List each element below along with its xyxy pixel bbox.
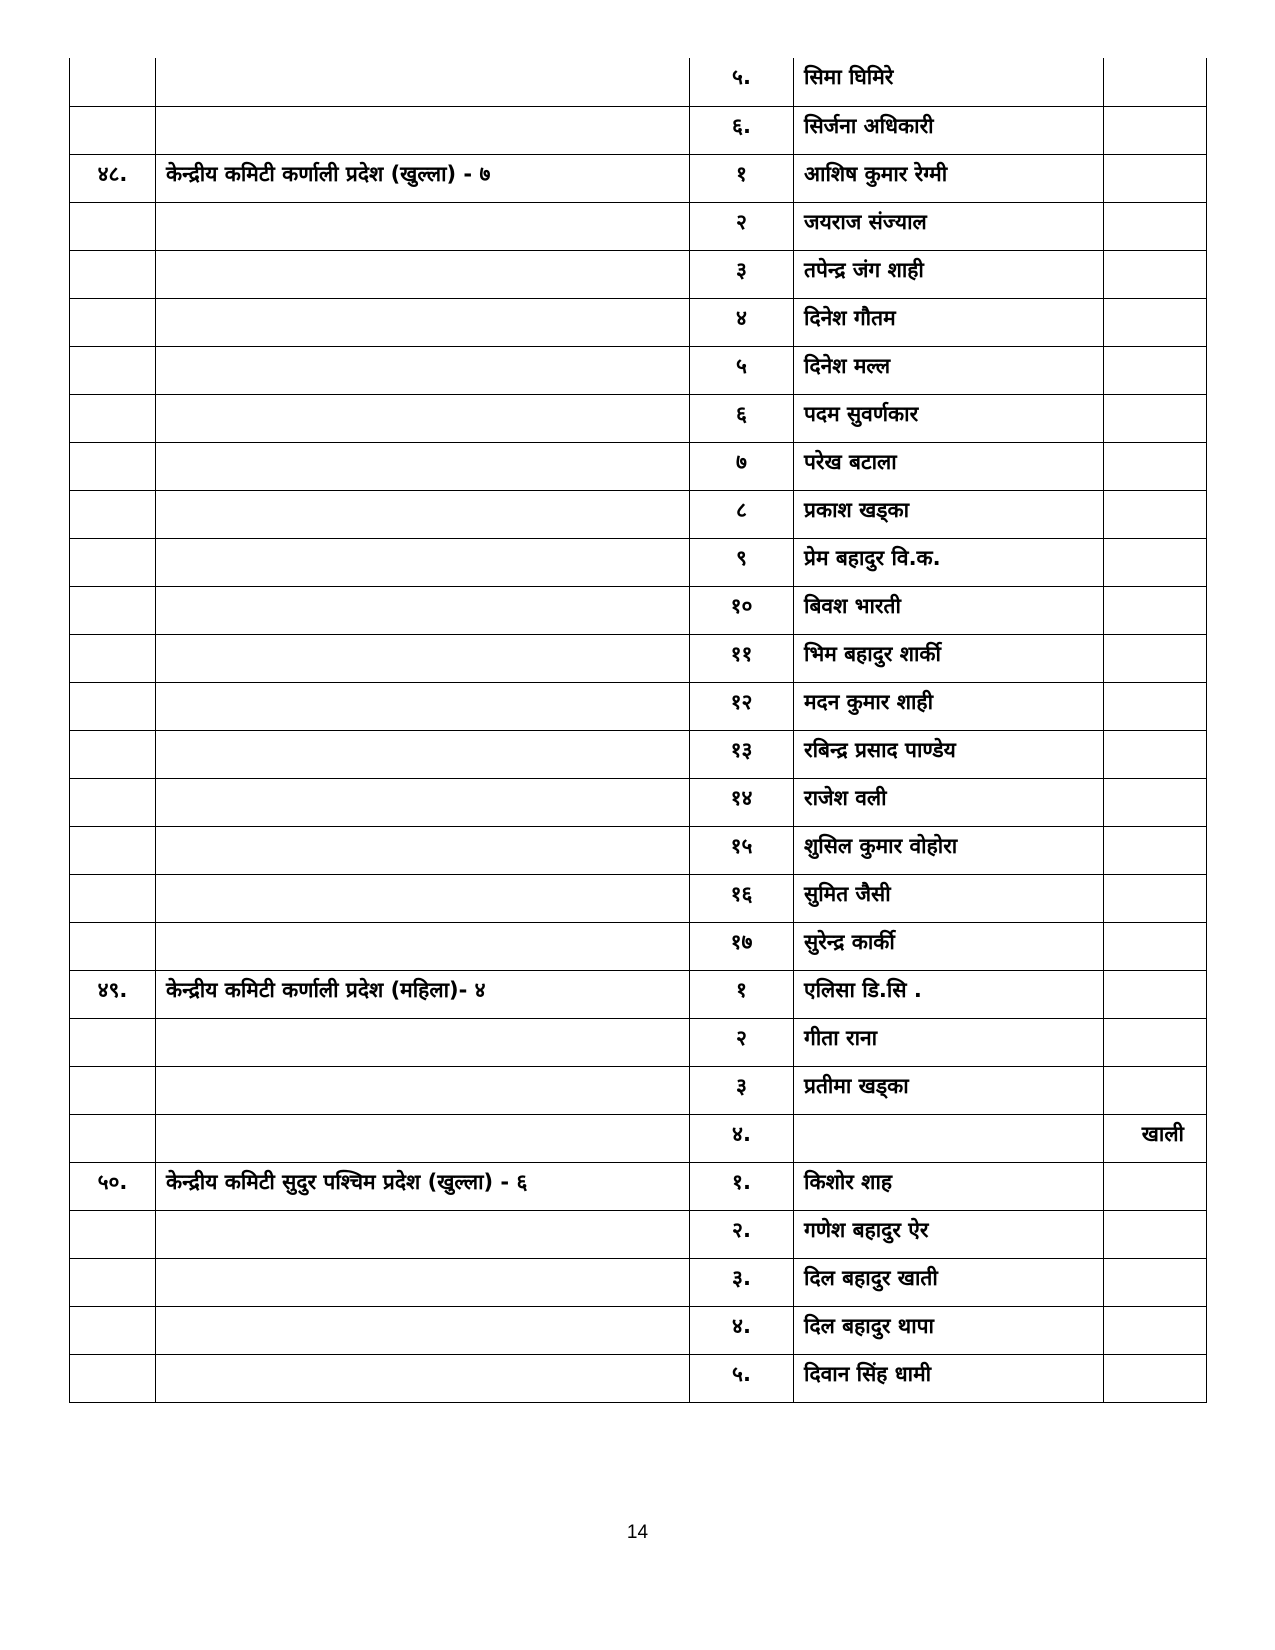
table-row xyxy=(70,250,1207,298)
serial-number-cell xyxy=(70,1066,156,1114)
remark-cell xyxy=(1104,442,1207,490)
candidate-name-cell: मदन कुमार शाही xyxy=(794,682,1104,730)
remark-cell xyxy=(1104,250,1207,298)
candidate-number-cell: ७ xyxy=(690,442,794,490)
candidate-number-cell: १७ xyxy=(690,922,794,970)
category-cell xyxy=(156,826,690,874)
category-cell xyxy=(156,106,690,154)
candidate-number-cell: १ xyxy=(690,970,794,1018)
table-row xyxy=(70,826,1207,874)
table-row xyxy=(70,1018,1207,1066)
remark-cell xyxy=(1104,106,1207,154)
table-row xyxy=(70,538,1207,586)
candidate-name-cell: शुसिल कुमार वोहोरा xyxy=(794,826,1104,874)
category-cell xyxy=(156,250,690,298)
candidate-name-cell: दिनेश मल्ल xyxy=(794,346,1104,394)
candidate-name-cell: एलिसा डि.सि . xyxy=(794,970,1104,1018)
candidate-number-cell: ८ xyxy=(690,490,794,538)
candidate-table-body xyxy=(70,58,1207,1402)
candidate-number-cell: ५ xyxy=(690,346,794,394)
candidate-number-cell: ३ xyxy=(690,1066,794,1114)
remark-cell xyxy=(1104,1354,1207,1402)
table-row xyxy=(70,1066,1207,1114)
category-cell xyxy=(156,202,690,250)
page-number: 14 xyxy=(626,1522,649,1543)
remark-cell: खाली xyxy=(1104,1114,1207,1162)
candidate-number-cell: १२ xyxy=(690,682,794,730)
candidate-name-cell: परेख बटाला xyxy=(794,442,1104,490)
table-row xyxy=(70,778,1207,826)
candidate-name-cell: दिल बहादुर थापा xyxy=(794,1306,1104,1354)
category-cell xyxy=(156,1306,690,1354)
remark-cell xyxy=(1104,1162,1207,1210)
remark-cell xyxy=(1104,346,1207,394)
category-cell xyxy=(156,682,690,730)
candidate-name-cell: आशिष कुमार रेग्मी xyxy=(794,154,1104,202)
candidate-number-cell: २. xyxy=(690,1210,794,1258)
candidate-number-cell: ११ xyxy=(690,634,794,682)
category-cell xyxy=(156,1018,690,1066)
serial-number-cell xyxy=(70,394,156,442)
candidate-number-cell: ४. xyxy=(690,1114,794,1162)
remark-cell xyxy=(1104,682,1207,730)
category-cell xyxy=(156,1066,690,1114)
remark-cell xyxy=(1104,202,1207,250)
category-cell xyxy=(156,634,690,682)
candidate-number-cell: ६. xyxy=(690,106,794,154)
remark-cell xyxy=(1104,1258,1207,1306)
candidate-name-cell: रबिन्द्र प्रसाद पाण्डेय xyxy=(794,730,1104,778)
category-cell xyxy=(156,490,690,538)
candidate-number-cell: १ xyxy=(690,154,794,202)
candidate-name-cell: सुरेन्द्र कार्की xyxy=(794,922,1104,970)
remark-cell xyxy=(1104,298,1207,346)
candidate-number-cell: २ xyxy=(690,1018,794,1066)
remark-cell xyxy=(1104,874,1207,922)
remark-cell xyxy=(1104,58,1207,106)
candidate-name-cell: भिम बहादुर शार्की xyxy=(794,634,1104,682)
remark-cell xyxy=(1104,922,1207,970)
table-row xyxy=(70,730,1207,778)
remark-cell xyxy=(1104,970,1207,1018)
serial-number-cell xyxy=(70,346,156,394)
candidate-name-cell: सुमित जैसी xyxy=(794,874,1104,922)
category-cell xyxy=(156,1258,690,1306)
table-row xyxy=(70,1258,1207,1306)
candidate-name-cell: गीता राना xyxy=(794,1018,1104,1066)
serial-number-cell xyxy=(70,730,156,778)
remark-cell xyxy=(1104,1306,1207,1354)
candidate-name-cell: पदम सुवर्णकार xyxy=(794,394,1104,442)
serial-number-cell xyxy=(70,1018,156,1066)
category-cell xyxy=(156,922,690,970)
candidate-table xyxy=(69,58,1207,1403)
serial-number-cell xyxy=(70,778,156,826)
table-row xyxy=(70,874,1207,922)
category-cell xyxy=(156,1210,690,1258)
remark-cell xyxy=(1104,394,1207,442)
serial-number-cell xyxy=(70,298,156,346)
table-row xyxy=(70,1210,1207,1258)
category-cell xyxy=(156,394,690,442)
remark-cell xyxy=(1104,1018,1207,1066)
candidate-number-cell: ३. xyxy=(690,1258,794,1306)
remark-cell xyxy=(1104,538,1207,586)
serial-number-cell xyxy=(70,442,156,490)
candidate-name-cell: जयराज संज्याल xyxy=(794,202,1104,250)
table-row xyxy=(70,682,1207,730)
category-cell xyxy=(156,442,690,490)
category-cell xyxy=(156,586,690,634)
candidate-name-cell: दिल बहादुर खाती xyxy=(794,1258,1104,1306)
remark-cell xyxy=(1104,826,1207,874)
serial-number-cell xyxy=(70,634,156,682)
candidate-name-cell: किशोर शाह xyxy=(794,1162,1104,1210)
table-row xyxy=(70,346,1207,394)
candidate-number-cell: ६ xyxy=(690,394,794,442)
category-cell: केन्द्रीय कमिटी कर्णाली प्रदेश (महिला)- ४ xyxy=(156,970,690,1018)
candidate-number-cell: ५. xyxy=(690,1354,794,1402)
category-cell xyxy=(156,1114,690,1162)
category-cell xyxy=(156,874,690,922)
serial-number-cell xyxy=(70,1114,156,1162)
table-row xyxy=(70,394,1207,442)
serial-number-cell xyxy=(70,58,156,106)
category-cell: केन्द्रीय कमिटी सुदुर पश्चिम प्रदेश (खुल्ला) - ६ xyxy=(156,1162,690,1210)
candidate-number-cell: २ xyxy=(690,202,794,250)
table-row xyxy=(70,586,1207,634)
category-cell xyxy=(156,778,690,826)
serial-number-cell xyxy=(70,106,156,154)
candidate-name-cell: बिवश भारती xyxy=(794,586,1104,634)
candidate-number-cell: १५ xyxy=(690,826,794,874)
candidate-name-cell: गणेश बहादुर ऐर xyxy=(794,1210,1104,1258)
candidate-number-cell: ४ xyxy=(690,298,794,346)
table-row xyxy=(70,154,1207,202)
serial-number-cell xyxy=(70,1258,156,1306)
candidate-name-cell: राजेश वली xyxy=(794,778,1104,826)
table-row xyxy=(70,634,1207,682)
serial-number-cell xyxy=(70,1306,156,1354)
candidate-number-cell: १० xyxy=(690,586,794,634)
candidate-name-cell: प्रतीमा खड्का xyxy=(794,1066,1104,1114)
remark-cell xyxy=(1104,730,1207,778)
serial-number-cell: ५०. xyxy=(70,1162,156,1210)
serial-number-cell: ४९. xyxy=(70,970,156,1018)
candidate-name-cell: प्रेम बहादुर वि.क. xyxy=(794,538,1104,586)
remark-cell xyxy=(1104,1066,1207,1114)
table-row xyxy=(70,298,1207,346)
candidate-name-cell: तपेन्द्र जंग शाही xyxy=(794,250,1104,298)
table-row xyxy=(70,1354,1207,1402)
table-row xyxy=(70,202,1207,250)
serial-number-cell xyxy=(70,490,156,538)
table-row xyxy=(70,1306,1207,1354)
remark-cell xyxy=(1104,778,1207,826)
table-row xyxy=(70,1162,1207,1210)
category-cell xyxy=(156,298,690,346)
table-row xyxy=(70,922,1207,970)
table-row xyxy=(70,442,1207,490)
serial-number-cell xyxy=(70,538,156,586)
remark-cell xyxy=(1104,154,1207,202)
candidate-number-cell: १३ xyxy=(690,730,794,778)
candidate-name-cell xyxy=(794,1114,1104,1162)
candidate-name-cell: दिनेश गौतम xyxy=(794,298,1104,346)
remark-cell xyxy=(1104,634,1207,682)
candidate-name-cell: दिवान सिंह धामी xyxy=(794,1354,1104,1402)
serial-number-cell xyxy=(70,682,156,730)
table-row xyxy=(70,1114,1207,1162)
candidate-number-cell: १४ xyxy=(690,778,794,826)
serial-number-cell xyxy=(70,586,156,634)
candidate-name-cell: प्रकाश खड्का xyxy=(794,490,1104,538)
candidate-number-cell: ४. xyxy=(690,1306,794,1354)
serial-number-cell xyxy=(70,922,156,970)
category-cell xyxy=(156,346,690,394)
table-row xyxy=(70,490,1207,538)
candidate-name-cell: सिमा घिमिरे xyxy=(794,58,1104,106)
candidate-number-cell: ५. xyxy=(690,58,794,106)
candidate-name-cell: सिर्जना अधिकारी xyxy=(794,106,1104,154)
remark-cell xyxy=(1104,586,1207,634)
serial-number-cell xyxy=(70,1210,156,1258)
category-cell xyxy=(156,1354,690,1402)
serial-number-cell xyxy=(70,202,156,250)
remark-cell xyxy=(1104,1210,1207,1258)
table-row xyxy=(70,970,1207,1018)
serial-number-cell xyxy=(70,874,156,922)
table-row xyxy=(70,106,1207,154)
serial-number-cell xyxy=(70,1354,156,1402)
candidate-number-cell: १. xyxy=(690,1162,794,1210)
category-cell xyxy=(156,58,690,106)
candidate-number-cell: १६ xyxy=(690,874,794,922)
serial-number-cell xyxy=(70,250,156,298)
candidate-number-cell: ३ xyxy=(690,250,794,298)
category-cell xyxy=(156,538,690,586)
serial-number-cell: ४८. xyxy=(70,154,156,202)
table-row xyxy=(70,58,1207,106)
remark-cell xyxy=(1104,490,1207,538)
category-cell: केन्द्रीय कमिटी कर्णाली प्रदेश (खुल्ला) - ७ xyxy=(156,154,690,202)
category-cell xyxy=(156,730,690,778)
serial-number-cell xyxy=(70,826,156,874)
candidate-number-cell: ९ xyxy=(690,538,794,586)
